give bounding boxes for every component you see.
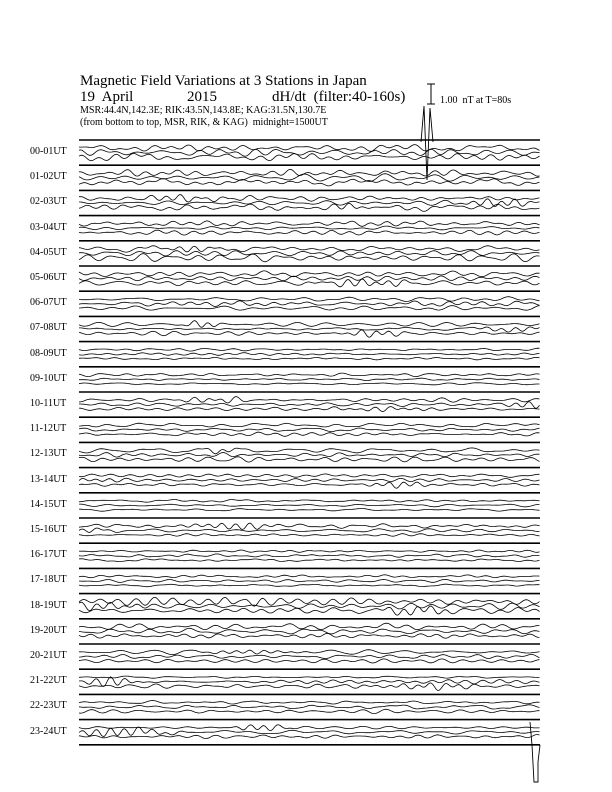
trace-msr-04-05ut bbox=[79, 246, 540, 252]
trace-kag-04-05ut bbox=[79, 254, 540, 262]
row-label-18-19ut: 18-19UT bbox=[30, 599, 67, 611]
row-label-02-03ut: 02-03UT bbox=[30, 196, 67, 208]
trace-rik-03-04ut bbox=[79, 226, 540, 230]
row-label-13-14ut: 13-14UT bbox=[30, 473, 67, 485]
row-label-20-21ut: 20-21UT bbox=[30, 650, 67, 661]
scale-bar bbox=[427, 84, 435, 104]
trace-rik-20-21ut bbox=[79, 654, 540, 658]
row-label-21-22ut: 21-22UT bbox=[30, 675, 67, 687]
row-label-05-06ut: 05-06UT bbox=[30, 272, 67, 283]
trace-msr-21-22ut bbox=[79, 676, 540, 678]
trace-msr-09-10ut bbox=[79, 373, 540, 377]
row-label-03-04ut: 03-04UT bbox=[30, 221, 67, 233]
trace-rik-08-09ut bbox=[79, 353, 540, 356]
row-label-10-11ut: 10-11UT bbox=[30, 398, 67, 409]
trace-kag-11-12ut bbox=[79, 432, 540, 436]
trace-rik-17-18ut bbox=[79, 579, 540, 582]
trace-rik-22-23ut bbox=[79, 705, 540, 709]
trace-msr-11-12ut bbox=[79, 423, 540, 427]
row-label-15-16ut: 15-16UT bbox=[30, 524, 67, 535]
trace-rik-15-16ut bbox=[79, 528, 540, 532]
row-label-16-17ut: 16-17UT bbox=[30, 549, 67, 561]
trace-msr-10-11ut bbox=[79, 397, 540, 403]
trace-rik-12-13ut bbox=[79, 453, 540, 458]
trace-msr-19-20ut bbox=[79, 623, 540, 630]
trace-msr-13-14ut bbox=[79, 474, 540, 477]
trace-msr-00-01ut bbox=[79, 145, 540, 152]
row-label-09-10ut: 09-10UT bbox=[30, 372, 67, 384]
trace-rik-10-11ut bbox=[79, 402, 540, 409]
station-order-note: (from bottom to top, MSR, RIK, & KAG) midnight=1500UT bbox=[80, 117, 328, 128]
row-label-17-18ut: 17-18UT bbox=[30, 574, 67, 586]
row-label-12-13ut: 12-13UT bbox=[30, 448, 67, 460]
trace-msr-17-18ut bbox=[79, 575, 540, 578]
trace-msr-06-07ut bbox=[79, 297, 540, 302]
trace-rik-13-14ut bbox=[79, 478, 540, 482]
row-label-19-20ut: 19-20UT bbox=[30, 624, 67, 636]
row-label-08-09ut: 08-09UT bbox=[30, 347, 67, 359]
trace-rik-09-10ut bbox=[79, 378, 540, 380]
trace-kag-08-09ut bbox=[79, 357, 540, 359]
date-day-month: 19 April bbox=[80, 89, 134, 105]
trace-msr-07-08ut bbox=[79, 321, 540, 328]
trace-msr-14-15ut bbox=[79, 500, 540, 503]
trace-msr-05-06ut bbox=[79, 271, 540, 277]
trace-msr-02-03ut bbox=[79, 195, 540, 202]
trace-kag-21-22ut bbox=[79, 683, 540, 691]
trace-rik-05-06ut bbox=[79, 276, 540, 281]
trace-kag-00-01ut bbox=[79, 154, 540, 161]
trace-kag-23-24ut bbox=[79, 735, 540, 739]
chart-title: Magnetic Field Variations at 3 Stations in Japan bbox=[80, 73, 367, 89]
trace-rik-23-24ut bbox=[79, 727, 540, 736]
trace-msr-20-21ut bbox=[79, 650, 540, 655]
trace-msr-12-13ut bbox=[79, 448, 540, 454]
trace-kag-18-19ut bbox=[79, 606, 540, 615]
trace-kag-19-20ut bbox=[79, 633, 540, 638]
trace-rik-21-22ut bbox=[79, 677, 540, 687]
trace-msr-16-17ut bbox=[79, 550, 540, 552]
filter-description: dH/dt (filter:40-160s) bbox=[272, 89, 406, 105]
row-label-22-23ut: 22-23UT bbox=[30, 700, 67, 712]
row-label-00-01ut: 00-01UT bbox=[30, 146, 67, 157]
row-label-07-08ut: 07-08UT bbox=[30, 322, 67, 334]
trace-kag-22-23ut bbox=[79, 709, 540, 713]
trace-rik-01-02ut bbox=[79, 174, 540, 182]
row-label-14-15ut: 14-15UT bbox=[30, 498, 67, 510]
trace-kag-07-08ut bbox=[79, 330, 540, 337]
trace-msr-15-16ut bbox=[79, 523, 540, 529]
trace-msr-08-09ut bbox=[79, 348, 540, 351]
trace-rik-11-12ut bbox=[79, 428, 540, 432]
trace-kag-03-04ut bbox=[79, 230, 540, 235]
trace-msr-18-19ut bbox=[79, 597, 540, 606]
row-label-23-24ut: 23-24UT bbox=[30, 725, 67, 737]
trace-rik-04-05ut bbox=[79, 251, 540, 256]
trace-kag-02-03ut bbox=[79, 203, 540, 211]
trace-kag-15-16ut bbox=[79, 534, 540, 537]
spike-trace-23-24ut bbox=[530, 722, 540, 782]
trace-rik-02-03ut bbox=[79, 199, 540, 207]
row-label-04-05ut: 04-05UT bbox=[30, 246, 67, 258]
trace-kag-16-17ut bbox=[79, 559, 540, 562]
trace-kag-13-14ut bbox=[79, 482, 540, 488]
trace-kag-10-11ut bbox=[79, 407, 540, 412]
trace-kag-20-21ut bbox=[79, 659, 540, 663]
date-year: 2015 bbox=[187, 89, 217, 105]
trace-msr-22-23ut bbox=[79, 701, 540, 705]
trace-msr-23-24ut bbox=[79, 725, 540, 731]
trace-kag-14-15ut bbox=[79, 509, 540, 512]
row-label-11-12ut: 11-12UT bbox=[30, 423, 67, 435]
trace-kag-17-18ut bbox=[79, 584, 540, 587]
trace-rik-16-17ut bbox=[79, 554, 540, 557]
trace-rik-06-07ut bbox=[79, 301, 540, 307]
trace-kag-09-10ut bbox=[79, 383, 540, 385]
row-label-06-07ut: 06-07UT bbox=[30, 297, 67, 309]
trace-rik-14-15ut bbox=[79, 504, 540, 507]
station-coordinates: MSR:44.4N,142.3E; RIK:43.5N,143.8E; KAG:31.5N,130.7E bbox=[80, 105, 327, 116]
trace-kag-01-02ut bbox=[79, 179, 540, 186]
scale-bar-label: 1.00 nT at T=80s bbox=[440, 95, 512, 106]
spike-trace-00-01ut bbox=[421, 106, 433, 180]
trace-kag-12-13ut bbox=[79, 457, 540, 462]
trace-msr-03-04ut bbox=[79, 221, 540, 226]
trace-rik-07-08ut bbox=[79, 327, 540, 332]
row-label-01-02ut: 01-02UT bbox=[30, 171, 67, 183]
